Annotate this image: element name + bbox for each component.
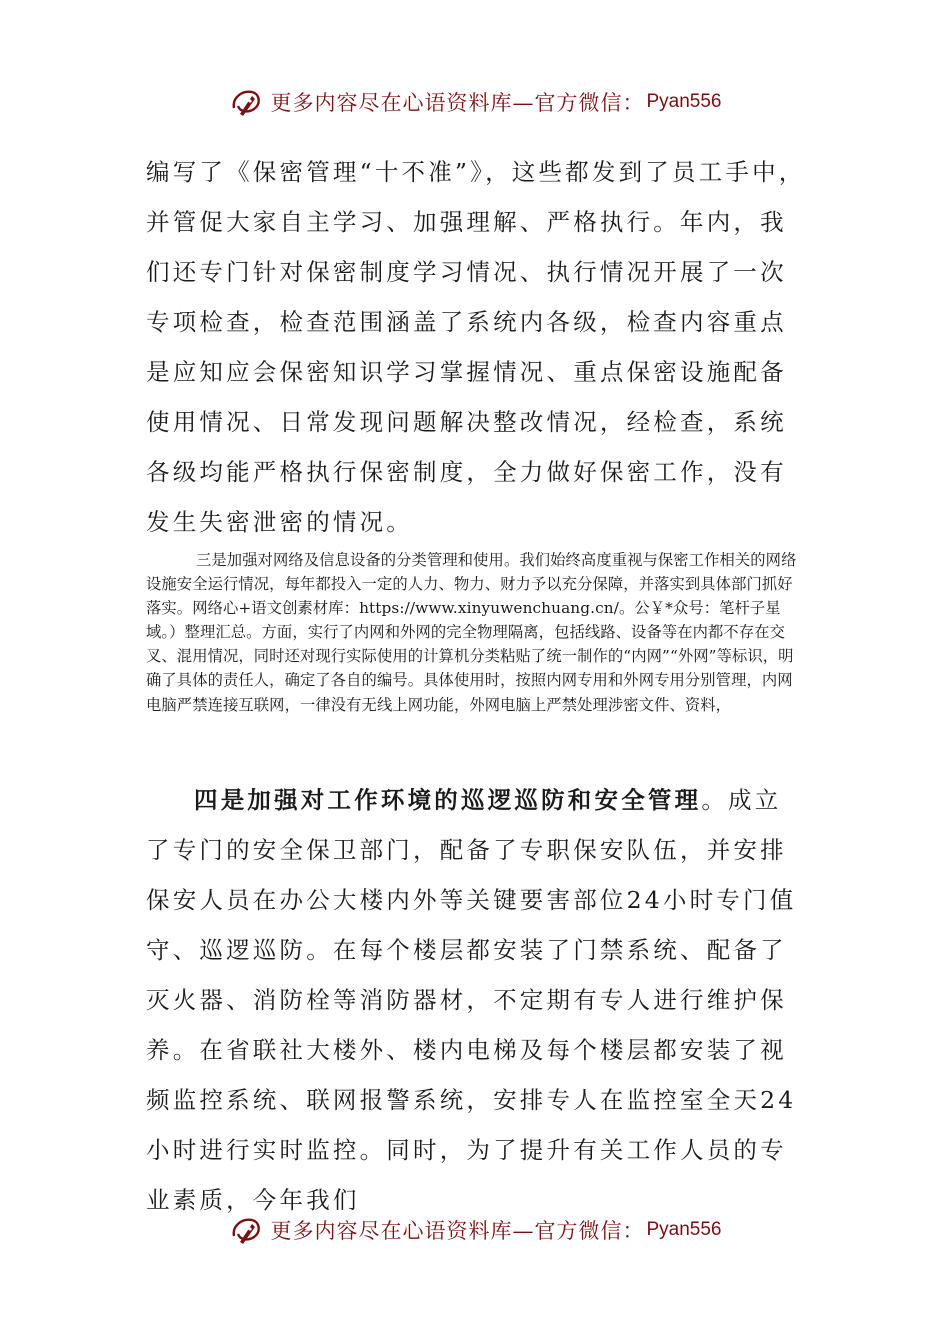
paragraph-security-patrol <box>146 775 806 1225</box>
paragraph-confidentiality-rules: 编写了《保密管理“十不准”》，这些都发到了员工手中，并管促大家自主学习、加强理解、严格执行。年内，我们还专门针对保密制度学习情况、执行情况开展了一次专项检查，检查范围涵盖了系统内各级，检查内容重点是应知应会保密知识学习掌握情况、重点保密设施配备使用情况、日常发现问题解决整改情况，经检查，系统各级均能严格执行保密制度，全力做好保密工作，没有发生失密泄密的情况。 <box>146 158 806 536</box>
banner-text: 更多内容尽在心语资料库—官方微信： <box>270 1219 645 1243</box>
paragraph-network-management: 三是加强对网络及信息设备的分类管理和使用。我们始终高度重视与保密工作相关的网络设施安全运行情况，每年都投入一定的人力、物力、财力予以充分保障，并落实到具体部门抓好落实。网络心+语文创素材库：https://www.xinyuwenchuang.cn/。公￥*众号：笔杆子星域。）整理汇总。方面，实行了内网和外网的完全物理隔离，包括线路、设备等在内都不存在交叉、混用情况，同时还对现行实际使用的计算机分类粘贴了统一制作的“内网”“外网”等标识，明确了具体的责任人，确定了各自的编号。具体使用时，按照内网专用和外网专用分别管理，内网电脑严禁连接互联网，一律没有无线上网功能，外网电脑上严禁处理涉密文件、资料， <box>146 551 797 714</box>
paragraph-security-heading: 四是加强对工作环境的巡逻巡防和安全管理 <box>194 786 702 814</box>
pen-nib-swirl-icon <box>228 84 264 120</box>
header-banner <box>0 80 950 124</box>
banner-text: 更多内容尽在心语资料库—官方微信： <box>270 91 645 115</box>
banner-wechat-id: Pyan556 <box>646 91 722 112</box>
banner-wechat-id: Pyan556 <box>646 1219 722 1240</box>
paragraph-security-body: 。成立了专门的安全保卫部门，配备了专职保安队伍，并安排保安人员在办公大楼内外等关键要害部位24小时专门值守、巡逻巡防。在每个楼层都安装了门禁系统、配备了灭火器、消防栓等消防器材，不定期有专人进行维护保养。在省联社大楼外、楼内电梯及每个楼层都安装了视频监控系统、联网报警系统，安排专人在监控室全天24小时进行实时监控。同时，为了提升有关工作人员的专业素质，今年我们 <box>146 786 797 1214</box>
footer-banner <box>0 1208 950 1252</box>
pen-nib-swirl-icon <box>228 1212 264 1248</box>
